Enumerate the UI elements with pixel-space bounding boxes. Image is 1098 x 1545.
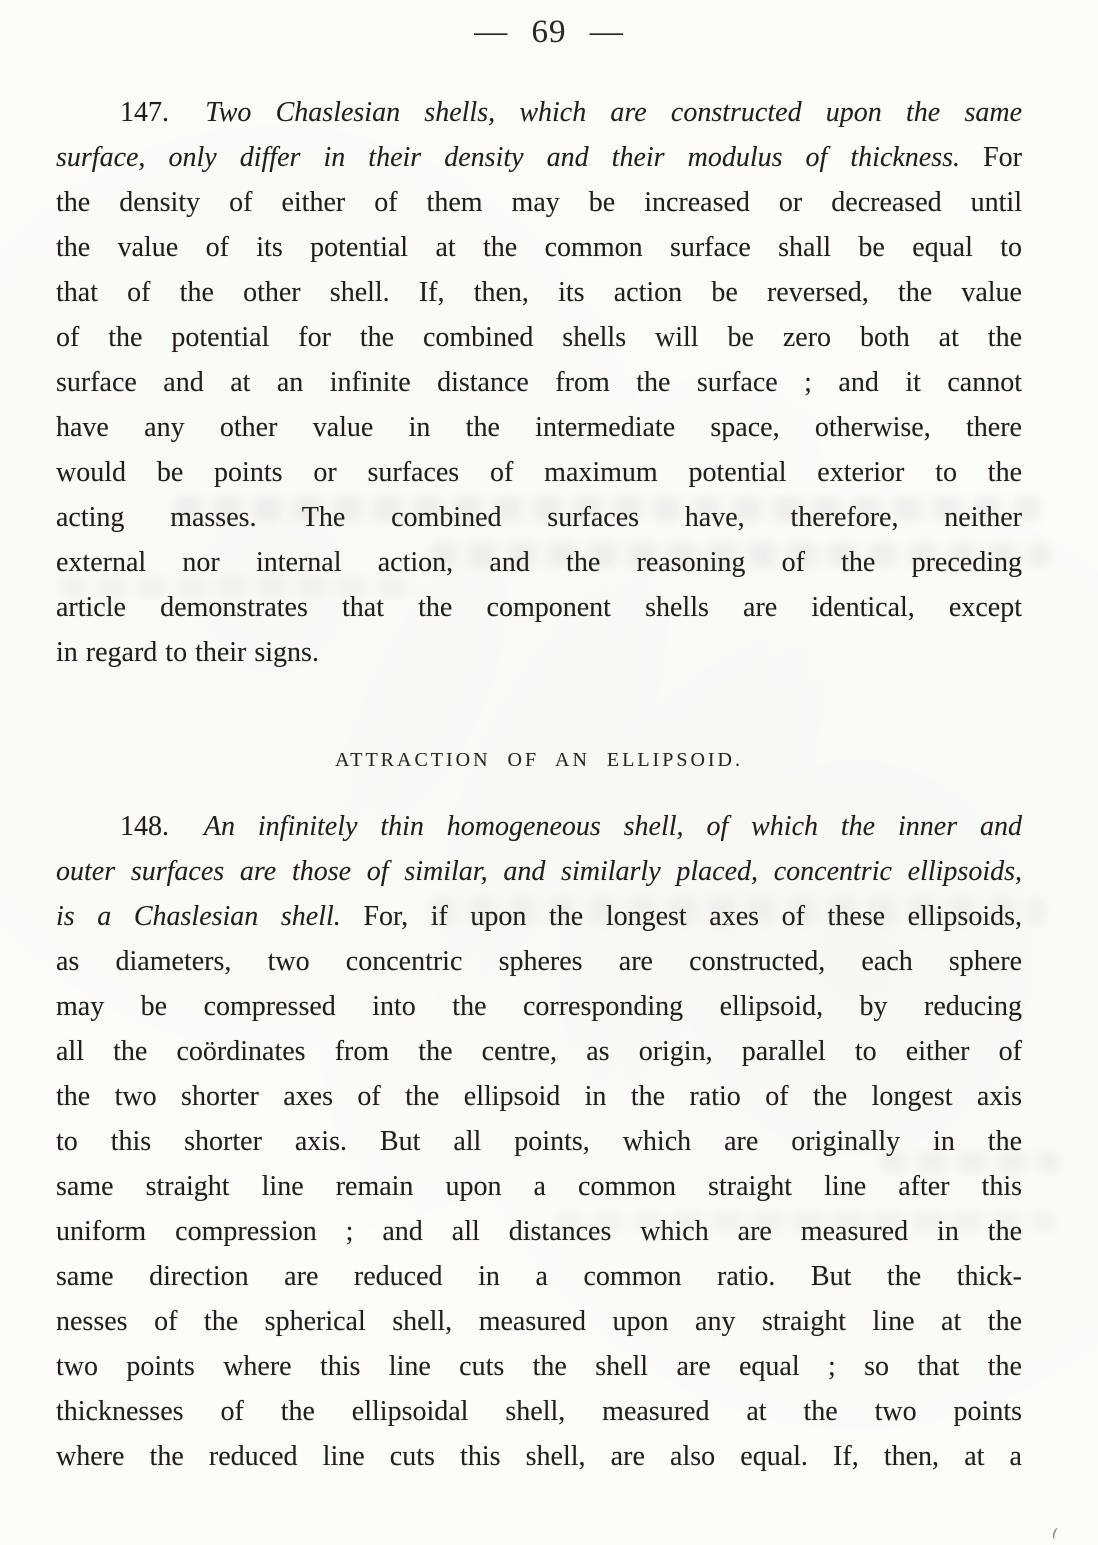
text-segment: to this shorter axis. But all points, which are originally in the (56, 1126, 1022, 1157)
text-segment: surface and at an infinite distance from the surface ; and it cannot (56, 367, 1022, 398)
scan-artifact (1051, 1527, 1061, 1540)
text-segment: all the coördinates from the centre, as origin, parallel to either of (56, 1036, 1022, 1067)
text-segment: of the potential for the combined shells will be zero both at the (56, 322, 1022, 353)
text-line (56, 225, 1022, 270)
text-segment: article demonstrates that the component shells are identical, except (56, 592, 1022, 623)
text-line (56, 180, 1022, 225)
text-segment: is a Chaslesian shell. (56, 901, 341, 932)
text-segment: as diameters, two concentric spheres are constructed, each sphere (56, 946, 1022, 977)
article-147 (56, 90, 1022, 675)
text-line (56, 90, 1022, 135)
article-number: 148. (120, 811, 169, 842)
text-line (56, 1389, 1022, 1434)
text-line (56, 630, 1022, 675)
section-heading: ATTRACTION OF AN ELLIPSOID. (335, 749, 743, 771)
text-segment: same direction are reduced in a common ratio. But the thick- (56, 1261, 1022, 1292)
text-line (56, 405, 1022, 450)
text-line (56, 585, 1022, 630)
text-segment: have any other value in the intermediate space, otherwise, there (56, 412, 1022, 443)
text-segment: the value of its potential at the common surface shall be equal to (56, 232, 1022, 263)
text-line (56, 1434, 1022, 1479)
text-segment: the two shorter axes of the ellipsoid in the ratio of the longest axis (56, 1081, 1022, 1112)
text-line (56, 1254, 1022, 1299)
text-line (56, 984, 1022, 1029)
text-segment: For (983, 142, 1022, 173)
text-line (56, 360, 1022, 405)
text-line (56, 804, 1022, 849)
text-segment: same straight line remain upon a common straight line after this (56, 1171, 1022, 1202)
text-line (56, 849, 1022, 894)
page-number-header: — 69 — (474, 14, 624, 50)
text-segment: An infinitely thin homogeneous shell, of which the inner and (203, 811, 1022, 842)
text-segment: thicknesses of the ellipsoidal shell, measured at the two points (56, 1396, 1022, 1427)
article-148 (56, 804, 1022, 1479)
text-line (56, 1299, 1022, 1344)
text-segment: nesses of the spherical shell, measured upon any straight line at the (56, 1306, 1022, 1337)
text-line (56, 1164, 1022, 1209)
text-line (56, 540, 1022, 585)
article-number: 147. (120, 97, 169, 128)
text-segment: two points where this line cuts the shell are equal ; so that the (56, 1351, 1022, 1382)
text-segment: surface, only differ in their density and their modulus of thickness. (56, 142, 961, 173)
text-segment: uniform compression ; and all distances which are measured in the (56, 1216, 1022, 1247)
text-line (56, 450, 1022, 495)
text-line (56, 1119, 1022, 1164)
text-line (56, 135, 1022, 180)
text-line (56, 894, 1022, 939)
text-segment: would be points or surfaces of maximum potential exterior to the (56, 457, 1022, 488)
text-segment: acting masses. The combined surfaces have, therefore, neither (56, 502, 1022, 533)
text-segment: where the reduced line cuts this shell, are also equal. If, then, at a (56, 1441, 1022, 1472)
text-segment: may be compressed into the corresponding ellipsoid, by reducing (56, 991, 1022, 1022)
text-segment: that of the other shell. If, then, its action be reversed, the value (56, 277, 1022, 308)
text-segment: For, if upon the longest axes of these ellipsoids, (363, 901, 1022, 932)
text-segment: Two Chaslesian shells, which are constructed upon the same (205, 97, 1022, 128)
text-segment: in regard to their signs. (56, 637, 319, 668)
text-line (56, 939, 1022, 984)
text-segment: the density of either of them may be increased or decreased until (56, 187, 1022, 218)
text-line (56, 1344, 1022, 1389)
text-segment: external nor internal action, and the reasoning of the preceding (56, 547, 1022, 578)
text-line (56, 315, 1022, 360)
text-line (56, 1029, 1022, 1074)
text-segment: outer surfaces are those of similar, and similarly placed, concentric ellipsoids, (56, 856, 1022, 887)
text-line (56, 1074, 1022, 1119)
text-line (56, 270, 1022, 315)
text-line (56, 1209, 1022, 1254)
text-line (56, 495, 1022, 540)
text-block (56, 90, 1022, 1479)
